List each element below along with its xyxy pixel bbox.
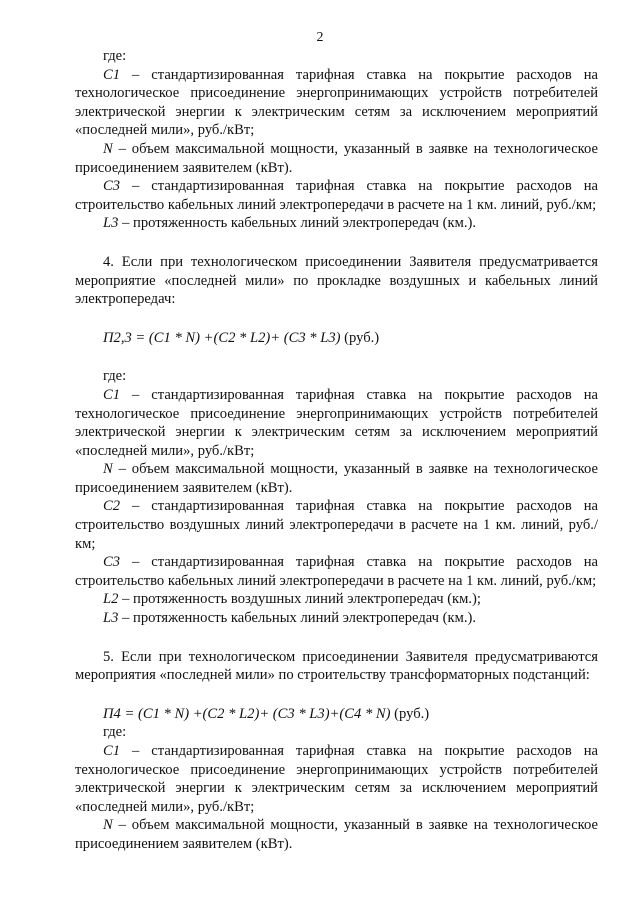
- definition-paragraph: [75, 816, 598, 853]
- formula-unit: (руб.): [394, 705, 430, 722]
- variable-symbol: C1: [103, 743, 121, 759]
- document-body: [75, 47, 598, 854]
- definition-paragraph: [75, 553, 598, 590]
- where-label: [75, 367, 598, 386]
- definition-text: – стандартизированная тарифная ставка на покрытие расходов на строительство кабельных линий электропередачи в расчете на 1 км. линий, руб./км;: [75, 554, 598, 589]
- definition-text: – объем максимальной мощности, указанный в заявке на технологическое присоединением заявителем (кВт).: [75, 140, 598, 176]
- definition-text: – стандартизированная тарифная ставка на покрытие расходов на технологическое присоединение энергопринимающих устройств потребителей электрической энергии к электрическим сетям за исключением мероприятий «последней мили», руб./кВт;: [75, 386, 598, 459]
- variable-symbol: C3: [103, 554, 121, 571]
- formula-unit: (руб.): [340, 329, 380, 346]
- variable-symbol: L2: [103, 591, 119, 608]
- paragraph-text: 5. Если при технологическом присоединении Заявителя предусматриваются мероприятия «последней мили» по строительству трансформаторных подстанций:: [75, 648, 598, 684]
- section-paragraph: [75, 648, 598, 685]
- definition-paragraph: [75, 590, 598, 609]
- variable-symbol: C1: [103, 386, 121, 403]
- definition-text: – протяженность кабельных линий электропередач (км.).: [118, 610, 476, 627]
- formula-expression: П4 = (C1 * N) +(C2 * L2)+ (C3 * L3)+(C4 * N): [103, 705, 395, 722]
- paragraph-text: 4. Если при технологическом присоединении Заявителя предусматривается мероприятие «последней мили» по прокладке воздушных и кабельных линий электропередач:: [75, 253, 598, 308]
- definition-text: – стандартизированная тарифная ставка на покрытие расходов на строительство воздушных линий электропередачи в расчете на 1 км. линий, руб./км;: [75, 498, 598, 552]
- variable-symbol: L3: [103, 215, 119, 232]
- variable-symbol: N: [103, 140, 113, 157]
- variable-symbol: L3: [103, 610, 119, 627]
- variable-symbol: N: [103, 461, 113, 478]
- formula-expression: П2,3 = (C1 * N) +(C2 * L2)+ (C3 * L3): [103, 329, 341, 346]
- definition-text: – объем максимальной мощности, указанный в заявке на технологическое присоединением заявителем (кВт).: [75, 461, 598, 496]
- label-text: где:: [103, 368, 127, 385]
- label-text: где:: [103, 48, 127, 64]
- definition-paragraph: [75, 742, 598, 816]
- definition-text: – стандартизированная тарифная ставка на покрытие расходов на технологическое присоединение энергопринимающих устройств потребителей электрической энергии к электрическим сетям за исключением мероприятий «последней мили», руб./кВт;: [75, 743, 598, 815]
- definition-paragraph: [75, 66, 598, 140]
- variable-symbol: N: [103, 817, 113, 834]
- definition-paragraph: [75, 140, 598, 177]
- where-label: [75, 47, 598, 66]
- definition-paragraph: [75, 386, 598, 460]
- definition-paragraph: [75, 460, 598, 497]
- definition-paragraph: [75, 177, 598, 214]
- variable-symbol: C3: [103, 178, 121, 195]
- definition-text: – стандартизированная тарифная ставка на покрытие расходов на строительство кабельных линий электропередачи в расчете на 1 км. линий, руб./км;: [75, 178, 598, 213]
- page-number: 2: [316, 30, 324, 45]
- formula-line: [103, 329, 598, 348]
- variable-symbol: C2: [103, 498, 121, 515]
- label-text: где:: [103, 724, 127, 741]
- definition-text: – протяженность воздушных линий электропередач (км.);: [118, 591, 481, 608]
- definition-text: – протяженность кабельных линий электропередач (км.).: [118, 215, 476, 232]
- definition-text: – объем максимальной мощности, указанный в заявке на технологическое присоединением заявителем (кВт).: [75, 817, 598, 852]
- definition-paragraph: [75, 214, 598, 233]
- definition-paragraph: [75, 609, 598, 628]
- definition-paragraph: [75, 497, 598, 553]
- definition-text: – стандартизированная тарифная ставка на покрытие расходов на технологическое присоединение энергопринимающих устройств потребителей электрической энергии к электрическим сетям за исключением мероприятий «последней мили», руб./кВт;: [75, 66, 598, 139]
- variable-symbol: C1: [103, 66, 121, 83]
- where-label: [75, 723, 598, 742]
- section-paragraph: [75, 253, 598, 309]
- formula-line: [103, 705, 598, 724]
